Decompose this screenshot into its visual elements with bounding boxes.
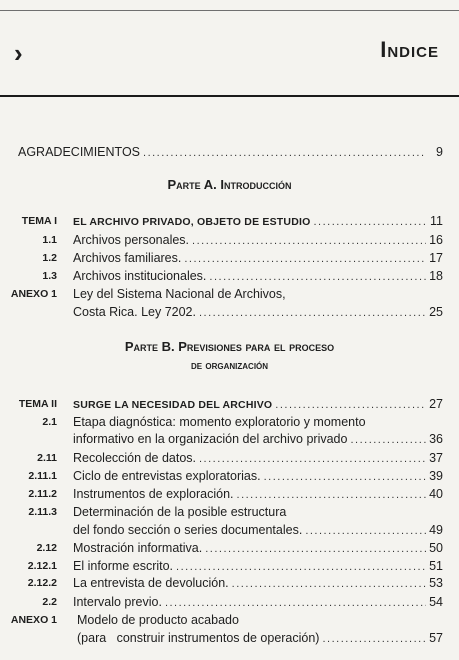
toc-entry[interactable]	[0, 466, 459, 486]
section-number: 1.1	[42, 234, 57, 246]
dot-leader	[232, 574, 426, 594]
entry-label-line2: del fondo sección o series documentales.	[73, 523, 303, 537]
dot-leader	[313, 212, 426, 232]
toc-entry-2-11-3[interactable]	[0, 502, 459, 522]
header-rule	[0, 95, 459, 97]
entry-label: Mostración informativa.	[73, 541, 203, 555]
toc-entry-anexo-1b-cont[interactable]	[0, 628, 459, 648]
section-number: 2.2	[42, 596, 57, 608]
toc-entry-anexo-1a[interactable]	[0, 284, 459, 304]
toc-entry[interactable]	[0, 592, 459, 612]
entry-label: SURGE LA NECESIDAD DEL ARCHIVO	[73, 399, 273, 411]
entry-label: EL ARCHIVO PRIVADO, OBJETO DE ESTUDIO	[73, 216, 311, 228]
toc-entry[interactable]	[0, 538, 459, 558]
section-number: 1.2	[42, 252, 57, 264]
toc-entry-agradecimientos[interactable]	[0, 142, 459, 162]
part-b-heading-line2: de organización	[190, 358, 269, 372]
entry-label: Archivos familiares.	[73, 251, 182, 265]
section-number: 2.11	[37, 452, 57, 464]
entry-label: Ciclo de entrevistas exploratorias.	[73, 469, 261, 483]
toc-entry[interactable]	[0, 266, 459, 286]
dot-leader	[143, 143, 426, 163]
toc-entry-2-1-cont[interactable]	[0, 429, 459, 449]
chevron-right-icon: ›	[14, 38, 23, 68]
page-number: 54	[429, 595, 443, 609]
dot-leader	[322, 629, 426, 649]
toc-entry[interactable]	[0, 230, 459, 250]
page-number: 57	[429, 631, 443, 645]
toc-entry[interactable]	[0, 448, 459, 468]
page-number: 39	[429, 469, 443, 483]
page-number: 25	[429, 305, 443, 319]
section-number: TEMA II	[18, 398, 57, 410]
entry-label: El informe escrito.	[73, 559, 174, 573]
entry-label-line1: Etapa diagnóstica: momento exploratorio y momento	[73, 415, 366, 429]
entry-label: Archivos personales.	[73, 233, 190, 247]
entry-label: Instrumentos de exploración.	[73, 487, 234, 501]
part-b-heading-line1: Parte B. Previsiones para el proceso	[124, 339, 335, 354]
entry-label: Archivos institucionales.	[73, 269, 207, 283]
page-number: 11	[430, 214, 443, 228]
page-number: 50	[429, 541, 443, 555]
page-title: Indice	[380, 37, 439, 62]
part-a-heading: Parte A. Introducción	[167, 177, 292, 192]
section-number: 2.1	[42, 416, 57, 428]
entry-label-line1: Modelo de producto acabado	[77, 613, 239, 627]
page-number: 18	[429, 269, 443, 283]
entry-label-line2: Costa Rica. Ley 7202.	[73, 305, 196, 319]
entry-label: Intervalo previo.	[73, 595, 162, 609]
toc-entry[interactable]	[0, 248, 459, 268]
top-rule	[0, 10, 459, 11]
entry-label-line2: (para construir instrumentos de operación)	[77, 631, 320, 645]
toc-entry[interactable]	[0, 484, 459, 504]
entry-label: Recolección de datos.	[73, 451, 196, 465]
section-number: 1.3	[42, 270, 57, 282]
page-number: 36	[429, 432, 443, 446]
page-number: 49	[429, 523, 443, 537]
page-number: 40	[429, 487, 443, 501]
toc-entry-anexo-1a-cont[interactable]	[0, 302, 459, 322]
entry-label-line1: Ley del Sistema Nacional de Archivos,	[73, 287, 286, 301]
section-number: ANEXO 1	[10, 288, 57, 300]
page-number: 16	[429, 233, 443, 247]
page-number: 51	[429, 559, 443, 573]
section-number: 2.11.1	[28, 470, 57, 482]
toc-entry-2-11-3-cont[interactable]	[0, 520, 459, 540]
entry-label: AGRADECIMIENTOS	[18, 145, 141, 159]
section-number: 2.12.1	[27, 560, 57, 572]
toc-entry-tema-1[interactable]	[0, 211, 459, 231]
section-number: 2.11.3	[28, 506, 57, 518]
section-number: 2.12.2	[27, 577, 57, 589]
section-number: TEMA I	[21, 215, 57, 227]
page-number: 9	[436, 145, 443, 159]
entry-label-line2: informativo en la organización del archivo privado	[73, 432, 348, 446]
toc-entry-tema-2[interactable]	[0, 394, 459, 414]
entry-label-line1: Determinación de la posible estructura	[73, 505, 287, 519]
page-number: 17	[429, 251, 443, 265]
section-number: 2.12	[36, 542, 57, 554]
entry-label: La entrevista de devolución.	[73, 576, 229, 590]
dot-leader	[199, 303, 426, 323]
page-number: 27	[429, 397, 443, 411]
dot-leader	[350, 430, 426, 450]
page-number: 37	[429, 451, 443, 465]
section-number: ANEXO 1	[10, 614, 57, 626]
toc-entry-anexo-1b[interactable]	[0, 610, 459, 630]
page-number: 53	[429, 576, 443, 590]
toc-entry[interactable]	[0, 573, 459, 593]
section-number: 2.11.2	[28, 488, 57, 500]
